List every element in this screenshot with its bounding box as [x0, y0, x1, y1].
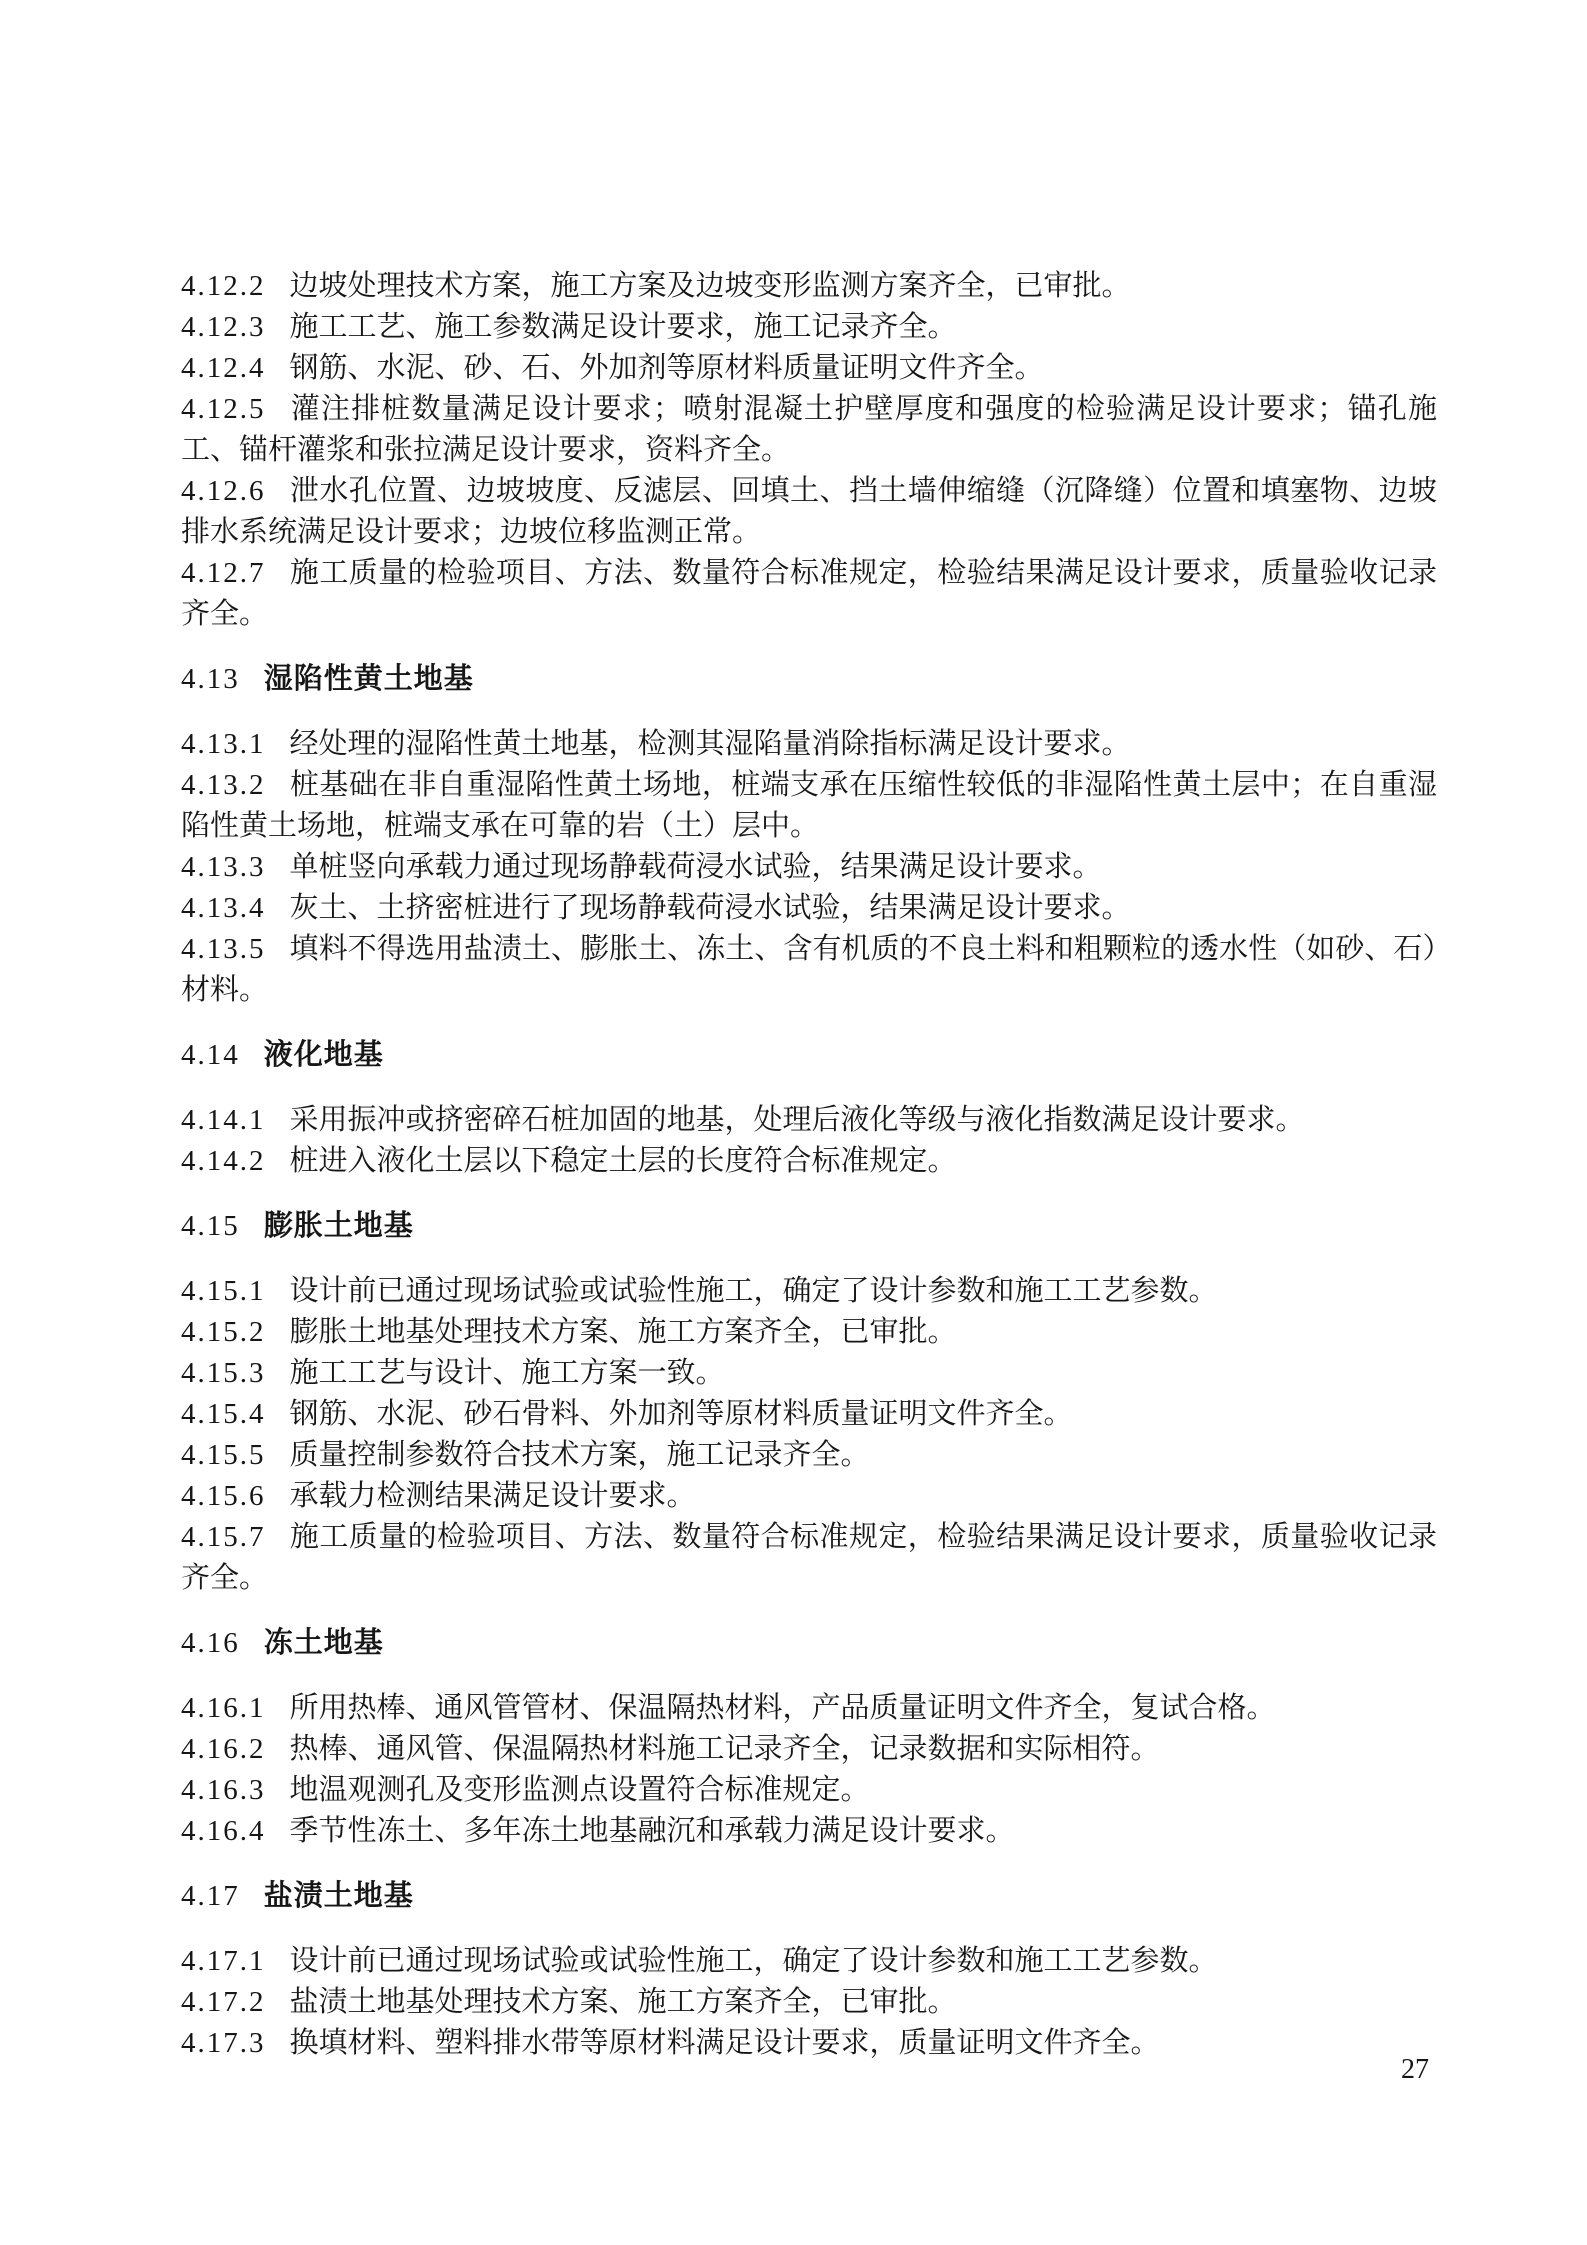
number-text-gap [266, 581, 290, 582]
number-text-gap [266, 1839, 290, 1840]
clause-paragraph [181, 929, 1437, 1011]
number-text-gap [266, 294, 290, 295]
clause-text: 施工质量的检验项目、方法、数量符合标准规定，检验结果满足设计要求，质量验收记录齐全。 [181, 557, 1437, 630]
page-number: 27 [1401, 2054, 1429, 2085]
clause-text: 经处理的湿陷性黄土地基，检测其湿陷量消除指标满足设计要求。 [289, 728, 1131, 760]
number-text-gap [266, 1422, 290, 1423]
section-title: 膨胀土地基 [263, 1210, 414, 1242]
section-number: 4.16 [181, 1627, 240, 1659]
clause-number: 4.12.7 [181, 557, 266, 589]
clause-text: 钢筋、水泥、砂、石、外加剂等原材料质量证明文件齐全。 [289, 352, 1044, 384]
number-text-gap [266, 1504, 290, 1505]
clause-paragraph [181, 1476, 1437, 1517]
clause-paragraph [181, 1353, 1437, 1394]
number-text-gap [266, 376, 290, 377]
number-title-gap [240, 1904, 264, 1905]
clause-number: 4.13.5 [181, 933, 266, 965]
clause-number: 4.15.1 [181, 1275, 266, 1307]
clause-paragraph [181, 1100, 1437, 1141]
clause-text: 地温观测孔及变形监测点设置符合标准规定。 [289, 1774, 870, 1806]
clause-number: 4.13.4 [181, 892, 266, 924]
number-text-gap [266, 1299, 290, 1300]
clause-paragraph [181, 1941, 1437, 1982]
number-text-gap [266, 1757, 290, 1758]
clause-paragraph [181, 1770, 1437, 1811]
number-text-gap [266, 1545, 290, 1546]
clause-paragraph [181, 1811, 1437, 1852]
clause-number: 4.16.4 [181, 1815, 266, 1847]
clause-number: 4.15.3 [181, 1357, 266, 1389]
clause-text: 施工质量的检验项目、方法、数量符合标准规定，检验结果满足设计要求，质量验收记录齐全。 [181, 1521, 1437, 1594]
section-heading [181, 1876, 1437, 1917]
section-number: 4.17 [181, 1880, 240, 1912]
clause-text: 施工工艺与设计、施工方案一致。 [289, 1357, 725, 1389]
clause-text: 热棒、通风管、保温隔热材料施工记录齐全，记录数据和实际相符。 [289, 1733, 1160, 1765]
clause-text: 采用振冲或挤密碎石桩加固的地基，处理后液化等级与液化指数满足设计要求。 [289, 1104, 1305, 1136]
number-text-gap [266, 875, 290, 876]
number-title-gap [240, 687, 264, 688]
number-title-gap [240, 1234, 264, 1235]
clause-number: 4.15.4 [181, 1398, 266, 1430]
clause-number: 4.15.5 [181, 1439, 266, 1471]
section-heading [181, 1035, 1437, 1076]
clause-number: 4.16.3 [181, 1774, 266, 1806]
clause-paragraph [181, 888, 1437, 929]
clause-paragraph [181, 1271, 1437, 1312]
clause-paragraph [181, 1517, 1437, 1599]
clause-number: 4.14.2 [181, 1145, 266, 1177]
section-title: 湿陷性黄土地基 [263, 663, 474, 695]
clause-text: 桩基础在非自重湿陷性黄土场地，桩端支承在压缩性较低的非湿陷性黄土层中；在自重湿陷性黄土场地，桩端支承在可靠的岩（土）层中。 [181, 769, 1437, 842]
clause-text: 质量控制参数符合技术方案，施工记录齐全。 [289, 1439, 870, 1471]
number-text-gap [266, 1969, 290, 1970]
clause-paragraph [181, 765, 1437, 847]
clause-text: 设计前已通过现场试验或试验性施工，确定了设计参数和施工工艺参数。 [289, 1945, 1218, 1977]
number-text-gap [266, 957, 290, 958]
number-text-gap [266, 1169, 290, 1170]
clause-text: 钢筋、水泥、砂石骨料、外加剂等原材料质量证明文件齐全。 [289, 1398, 1073, 1430]
section-number: 4.13 [181, 663, 240, 695]
clause-number: 4.17.2 [181, 1986, 266, 2018]
clause-paragraph [181, 553, 1437, 635]
number-text-gap [266, 1128, 290, 1129]
number-text-gap [266, 1798, 290, 1799]
clause-paragraph [181, 847, 1437, 888]
clause-paragraph [181, 348, 1437, 389]
clause-number: 4.13.3 [181, 851, 266, 883]
clause-text: 填料不得选用盐渍土、膨胀土、冻土、含有机质的不良土料和粗颗粒的透水性（如砂、石）材料。 [181, 933, 1437, 1006]
document-body [181, 266, 1437, 2064]
clause-number: 4.12.4 [181, 352, 266, 384]
section-heading [181, 1206, 1437, 1247]
clause-paragraph [181, 307, 1437, 348]
clause-paragraph [181, 1982, 1437, 2023]
number-text-gap [266, 1340, 290, 1341]
clause-paragraph [181, 2023, 1437, 2064]
number-text-gap [266, 335, 290, 336]
clause-number: 4.15.7 [181, 1521, 266, 1553]
clause-paragraph [181, 1141, 1437, 1182]
number-text-gap [266, 752, 290, 753]
clause-paragraph [181, 471, 1437, 553]
clause-text: 所用热棒、通风管管材、保温隔热材料，产品质量证明文件齐全，复试合格。 [289, 1692, 1276, 1724]
number-text-gap [266, 499, 290, 500]
clause-text: 膨胀土地基处理技术方案、施工方案齐全，已审批。 [289, 1316, 957, 1348]
clause-text: 盐渍土地基处理技术方案、施工方案齐全，已审批。 [289, 1986, 957, 2018]
clause-number: 4.13.2 [181, 769, 266, 801]
clause-number: 4.12.5 [181, 393, 266, 425]
clause-text: 单桩竖向承载力通过现场静载荷浸水试验，结果满足设计要求。 [289, 851, 1102, 883]
section-heading [181, 659, 1437, 700]
clause-paragraph [181, 1394, 1437, 1435]
number-title-gap [240, 1651, 264, 1652]
section-title: 冻土地基 [263, 1627, 384, 1659]
clause-text: 边坡处理技术方案，施工方案及边坡变形监测方案齐全，已审批。 [289, 270, 1131, 302]
section-title: 盐渍土地基 [263, 1880, 414, 1912]
clause-paragraph [181, 724, 1437, 765]
clause-text: 季节性冻土、多年冻土地基融沉和承载力满足设计要求。 [289, 1815, 1015, 1847]
clause-number: 4.17.1 [181, 1945, 266, 1977]
clause-number: 4.15.2 [181, 1316, 266, 1348]
number-text-gap [266, 1381, 290, 1382]
clause-text: 灰土、土挤密桩进行了现场静载荷浸水试验，结果满足设计要求。 [289, 892, 1131, 924]
clause-number: 4.15.6 [181, 1480, 266, 1512]
section-title: 液化地基 [263, 1039, 384, 1071]
clause-number: 4.16.2 [181, 1733, 266, 1765]
clause-number: 4.13.1 [181, 728, 266, 760]
clause-number: 4.12.3 [181, 311, 266, 343]
clause-paragraph [181, 1729, 1437, 1770]
clause-number: 4.14.1 [181, 1104, 266, 1136]
clause-number: 4.12.2 [181, 270, 266, 302]
section-heading [181, 1623, 1437, 1664]
number-text-gap [266, 793, 290, 794]
clause-paragraph [181, 1312, 1437, 1353]
clause-text: 换填材料、塑料排水带等原材料满足设计要求，质量证明文件齐全。 [289, 2027, 1160, 2059]
clause-number: 4.16.1 [181, 1692, 266, 1724]
clause-text: 灌注排桩数量满足设计要求；喷射混凝土护壁厚度和强度的检验满足设计要求；锚孔施工、锚杆灌浆和张拉满足设计要求，资料齐全。 [181, 393, 1437, 466]
clause-text: 泄水孔位置、边坡坡度、反滤层、回填土、挡土墙伸缩缝（沉降缝）位置和填塞物、边坡排水系统满足设计要求；边坡位移监测正常。 [181, 475, 1437, 548]
number-text-gap [266, 916, 290, 917]
section-number: 4.15 [181, 1210, 240, 1242]
number-text-gap [266, 2010, 290, 2011]
clause-text: 施工工艺、施工参数满足设计要求，施工记录齐全。 [289, 311, 957, 343]
number-text-gap [266, 1716, 290, 1717]
clause-number: 4.12.6 [181, 475, 266, 507]
clause-paragraph [181, 266, 1437, 307]
clause-number: 4.17.3 [181, 2027, 266, 2059]
number-text-gap [266, 417, 290, 418]
number-title-gap [240, 1063, 264, 1064]
number-text-gap [266, 1463, 290, 1464]
number-text-gap [266, 2051, 290, 2052]
clause-text: 桩进入液化土层以下稳定土层的长度符合标准规定。 [289, 1145, 957, 1177]
clause-paragraph [181, 389, 1437, 471]
section-number: 4.14 [181, 1039, 240, 1071]
clause-text: 承载力检测结果满足设计要求。 [289, 1480, 696, 1512]
clause-paragraph [181, 1435, 1437, 1476]
clause-paragraph [181, 1688, 1437, 1729]
clause-text: 设计前已通过现场试验或试验性施工，确定了设计参数和施工工艺参数。 [289, 1275, 1218, 1307]
